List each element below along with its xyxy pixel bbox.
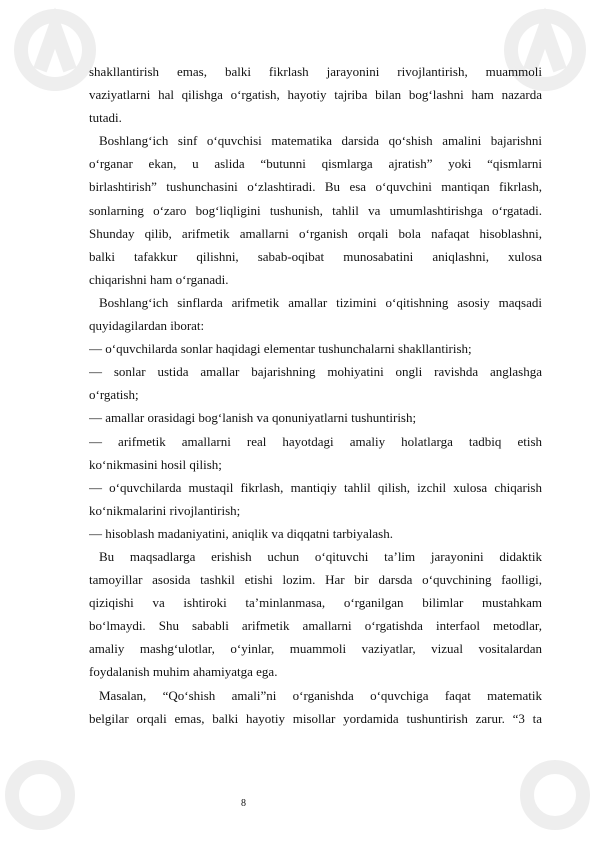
watermark-logo-left	[21, 16, 89, 84]
text-line: qiziqishi va ishtiroki ta’minlanmasa, o‘rganilgan bilimlar mustahkam	[89, 595, 542, 611]
text-line: ko‘nikmalarini rivojlantirish;	[89, 502, 241, 518]
text-line: sonlarning o‘zaro bog‘liqligini tushunish, tahlil va umumlashtirishga o‘rgatadi.	[89, 202, 542, 218]
watermark-bottom-right	[527, 767, 583, 823]
list-item: — o‘quvchilarda sonlar haqidagi elementar tushunchalarni shakllantirish;	[89, 341, 472, 357]
text-line: bo‘lmaydi. Shu sababli arifmetik amallarni o‘rgatishda interfaol metodlar,	[89, 618, 542, 634]
text-line: belgilar orqali emas, balki hayotiy misollar yordamida tushuntirish zarur. “3 ta	[89, 710, 542, 726]
text-line: o‘rganar ekan, u aslida “butunni qismlarga ajratish” yoki “qismlarni	[89, 156, 542, 172]
watermark-bottom-left	[12, 767, 68, 823]
list-item: — amallar orasidagi bog‘lanish va qonuniyatlarni tushuntirish;	[89, 410, 417, 426]
document-body	[89, 60, 542, 730]
text-line: tamoyillar asosida tashkil etishi lozim. Har bir darsda o‘quvchining faolligi,	[89, 572, 542, 588]
text-line: vaziyatlarni hal qilishga o‘rgatish, hayotiy tajriba bilan bog‘lashni ham nazarda	[89, 87, 542, 103]
text-line: Boshlang‘ich sinf o‘quvchisi matematika darsida qo‘shish amalini bajarishni	[99, 133, 542, 149]
text-line: shakllantirish emas, balki fikrlash jarayonini rivojlantirish, muammoli	[89, 64, 542, 79]
list-item: — arifmetik amallarni real hayotdagi amaliy holatlarga tadbiq etish	[89, 433, 542, 449]
text-line: Shunday qilib, arifmetik amallarni o‘rganish orqali bola nafaqat hisoblashni,	[89, 225, 542, 241]
text-line: Bu maqsadlarga erishish uchun o‘qituvchi ta’lim jarayonini didaktik	[99, 548, 542, 564]
text-line: Boshlang‘ich sinflarda arifmetik amallar tizimini o‘qitishning asosiy maqsadi	[99, 294, 542, 310]
list-item: — sonlar ustida amallar bajarishning mohiyatini ongli ravishda anglashga	[89, 364, 542, 380]
text-line: balki tafakkur qilishni, sabab-oqibat munosabatini aniqlashni, xulosa	[89, 248, 542, 264]
text-line: foydalanish muhim ahamiyatga ega.	[89, 664, 278, 680]
text-line: chiqarishni ham o‘rganadi.	[89, 271, 229, 287]
list-item: — o‘quvchilarda mustaqil fikrlash, mantiqiy tahlil qilish, izchil xulosa chiqarish	[89, 479, 542, 495]
text-line: quyidagilardan iborat:	[89, 318, 205, 334]
text-line: tutadi.	[89, 110, 122, 126]
text-line: Masalan, “Qo‘shish amali”ni o‘rganishda o‘quvchiga faqat matematik	[99, 687, 542, 703]
list-item: — hisoblash madaniyatini, aniqlik va diqqatni tarbiyalash.	[89, 525, 393, 541]
text-line: birlashtirish” tushunchasini o‘zlashtiradi. Bu esa o‘quvchini mantiqan fikrlash,	[89, 179, 542, 195]
text-line: amaliy mashg‘ulotlar, o‘yinlar, muammoli vaziyatlar, vizual vositalardan	[89, 641, 542, 657]
page-number: 8	[241, 798, 246, 809]
text-line: ko‘nikmasini hosil qilish;	[89, 456, 222, 472]
text-line: o‘rgatish;	[89, 387, 139, 403]
